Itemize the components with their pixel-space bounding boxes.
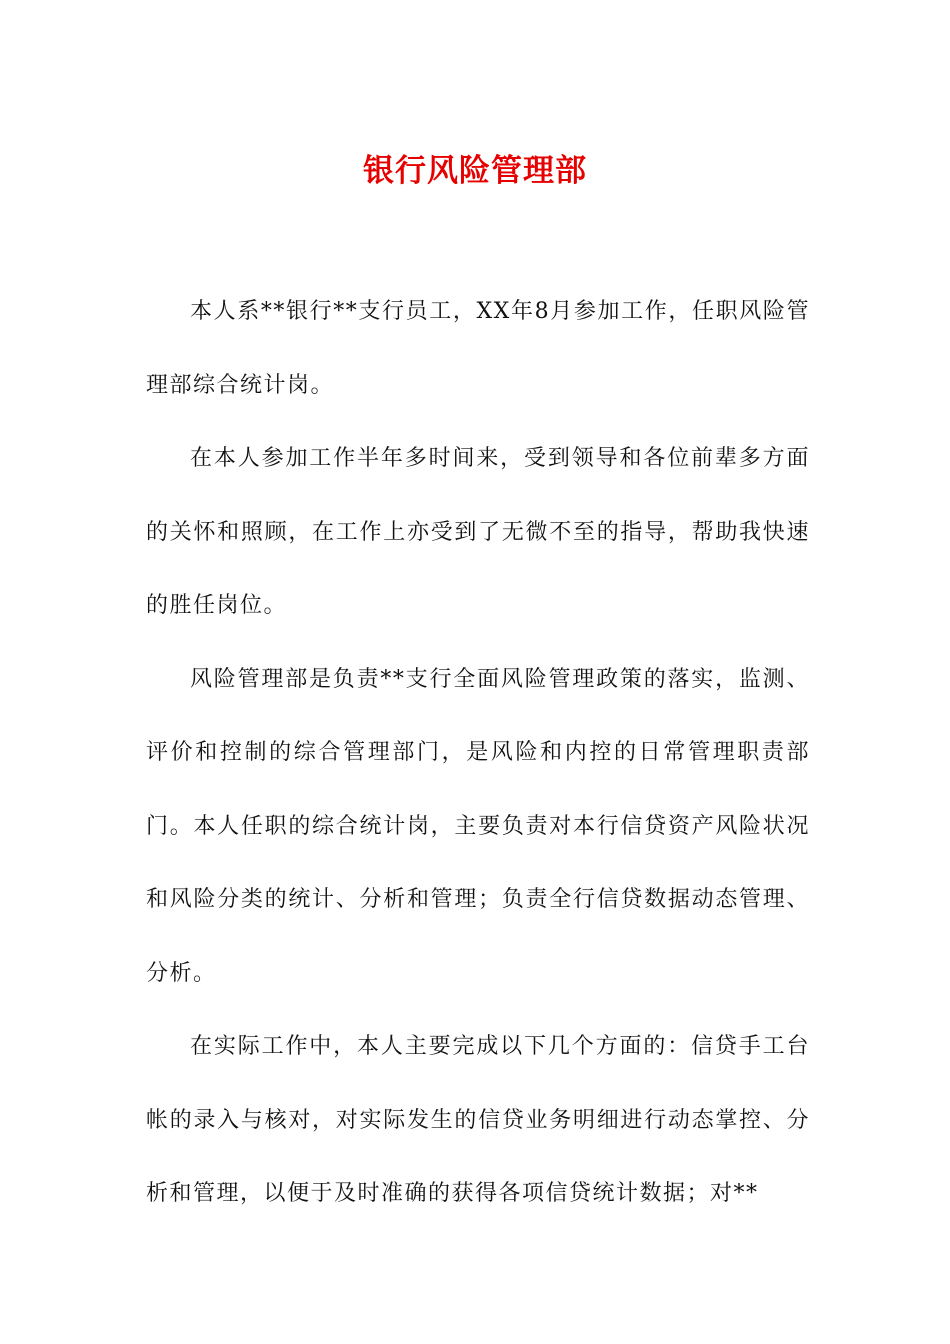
paragraph-4: 在实际工作中，本人主要完成以下几个方面的：信贷手工台帐的录入与核对，对实际发生的信贷业务明细进行动态掌控、分析和管理，以便于及时准确的获得各项信贷统计数据；对** bbox=[146, 1034, 810, 1206]
document-body bbox=[146, 275, 810, 1231]
paragraph-1: 本人系**银行**支行员工，XX年8月参加工作，任职风险管理部综合统计岗。 bbox=[146, 299, 810, 398]
paragraph-3: 风险管理部是负责**支行全面风险管理政策的落实，监测、评价和控制的综合管理部门，是风险和内控的日常管理职责部门。本人任职的综合统计岗，主要负责对本行信贷资产风险状况和风险分类的统计、分析和管理；负责全行信贷数据动态管理、分析。 bbox=[146, 666, 810, 986]
paragraph-2: 在本人参加工作半年多时间来，受到领导和各位前辈多方面的关怀和照顾，在工作上亦受到了无微不至的指导，帮助我快速的胜任岗位。 bbox=[146, 446, 810, 618]
document-title: 银行风险管理部 bbox=[363, 153, 587, 189]
